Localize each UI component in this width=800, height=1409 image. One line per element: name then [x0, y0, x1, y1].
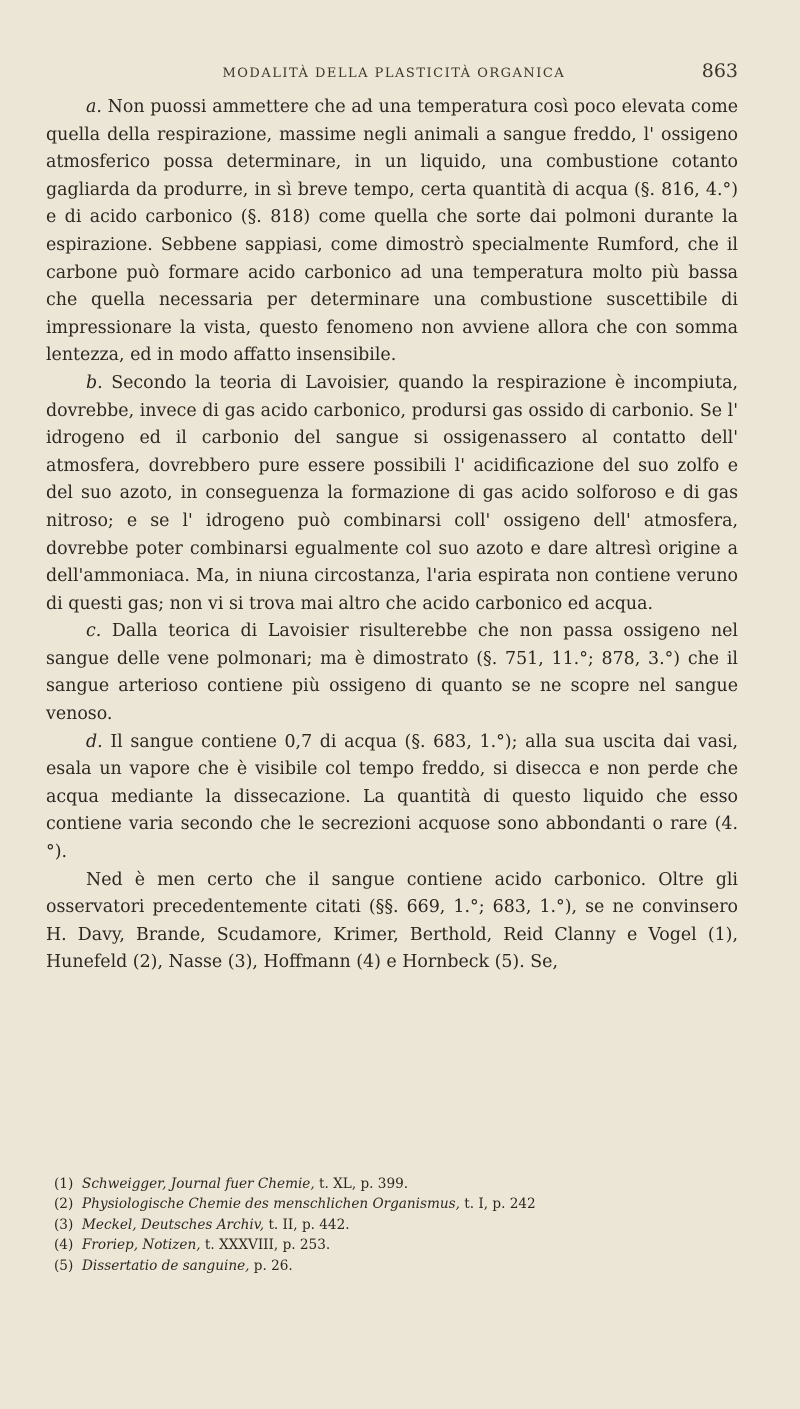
footnote-source: Schweigger, Journal fuer Chemie, [82, 1176, 315, 1192]
footnote-number: (5) [54, 1257, 74, 1274]
footnote-reference: p. 26. [253, 1257, 293, 1274]
footnote-reference: t. XXXVIII, p. 253. [204, 1237, 331, 1254]
footnote-source: Froriep, Notizen, [82, 1237, 201, 1254]
footnote-source: Dissertatio de sanguine, [82, 1257, 250, 1274]
paragraph-label: d. [86, 731, 103, 752]
footnote-number: (3) [54, 1216, 74, 1233]
body-text [46, 94, 738, 977]
footnotes [46, 1174, 738, 1276]
footnote [46, 1215, 738, 1235]
paragraph-d [46, 729, 738, 867]
footnote [46, 1235, 738, 1255]
paragraph-text: Il sangue contiene 0,7 di acqua (§. 683, 1.°); alla sua uscita dai vasi, esala un vapore che è visibile col tempo freddo, si disecca e non perde che acqua mediante la dissecazione. La quantità di questo liquido che esso contiene varia secondo che le secrezioni acquose sono abbondanti o rare (4.°). [46, 731, 739, 863]
footnote-number: (1) [54, 1176, 74, 1192]
footnote-reference: t. II, p. 442. [268, 1216, 350, 1233]
running-head [46, 60, 738, 82]
running-head-title: MODALITÀ DELLA PLASTICITÀ ORGANICA [222, 66, 566, 81]
footnote-source: Meckel, Deutsches Archiv, [82, 1216, 265, 1233]
paragraph-text: Ned è men certo che il sangue contiene acido carbonico. Oltre gli osservatori precedentemente citati (§§. 669, 1.°; 683, 1.°), se ne convinsero H. Davy, Brande, Scudamore, Krimer, Berthold, Reid Clanny e Vogel (1), Hunefeld (2), Nasse (3), Hoffmann (4) e Hornbeck (5). Se, [46, 869, 738, 973]
paragraph-a [46, 94, 738, 370]
paragraph-text: Dalla teorica di Lavoisier risulterebbe che non passa ossigeno nel sangue delle vene polmonari; ma è dimostrato (§. 751, 11.°; 878, 3.°) che il sangue arterioso contiene più ossigeno di quanto se ne scopre nel sangue venoso. [46, 621, 738, 725]
footnote-number: (4) [54, 1237, 74, 1254]
paragraph-label: c. [86, 621, 102, 642]
paragraph-continuation [46, 867, 738, 977]
footnote [46, 1256, 738, 1276]
footnote-reference: t. XL, p. 399. [319, 1176, 409, 1192]
footnote [46, 1194, 738, 1214]
paragraph-text: Non puossi ammettere che ad una temperatura così poco elevata come quella della respirazione, massime negli animali a sangue freddo, l' ossigeno atmosferico possa determinare, in un liquido, una combustione cotanto gagliarda da produrre, in sì breve tempo, certa quantità di acqua (§. 816, 4.°) e di acido carbonico (§. 818) come quella che sorte dai polmoni durante la espirazione. Sebbene sappiasi, come dimostrò specialmente Rumford, che il carbone può formare acido carbonico ad una temperatura molto più bassa che quella necessaria per determinare una combustione suscettibile di impressionare la vista, questo fenomeno non avviene allora che con somma lentezza, ed in modo affatto insensibile. [46, 97, 738, 366]
paragraph-b [46, 370, 738, 618]
footnote-reference: t. I, p. 242 [464, 1196, 536, 1213]
page-number: 863 [701, 60, 738, 82]
footnote-source: Physiologische Chemie des menschlichen Organismus, [82, 1196, 460, 1213]
paragraph-c [46, 618, 738, 728]
paragraph-label: a. [86, 97, 102, 117]
footnote-number: (2) [54, 1196, 74, 1213]
paragraph-text: Secondo la teoria di Lavoisier, quando la respirazione è incompiuta, dovrebbe, invece di gas acido carbonico, prodursi gas ossido di carbonio. Se l' idrogeno ed il carbonio del sangue si ossigenassero al contatto dell' atmosfera, dovrebbero pure essere possibili l' acidificazione del suo zolfo e del suo azoto, in conseguenza la formazione di gas acido solforoso e di gas nitroso; e se l' idrogeno può combinarsi coll' ossigeno dell' atmosfera, dovrebbe poter combinarsi egualmente col suo azoto e dare altresì origine a dell'ammoniaca. Ma, in niuna circostanza, l'aria espirata non contiene veruno di questi gas; non vi si trova mai altro che acido carbonico ed acqua. [46, 372, 738, 614]
paragraph-label: b. [86, 372, 103, 393]
footnote [46, 1174, 738, 1194]
